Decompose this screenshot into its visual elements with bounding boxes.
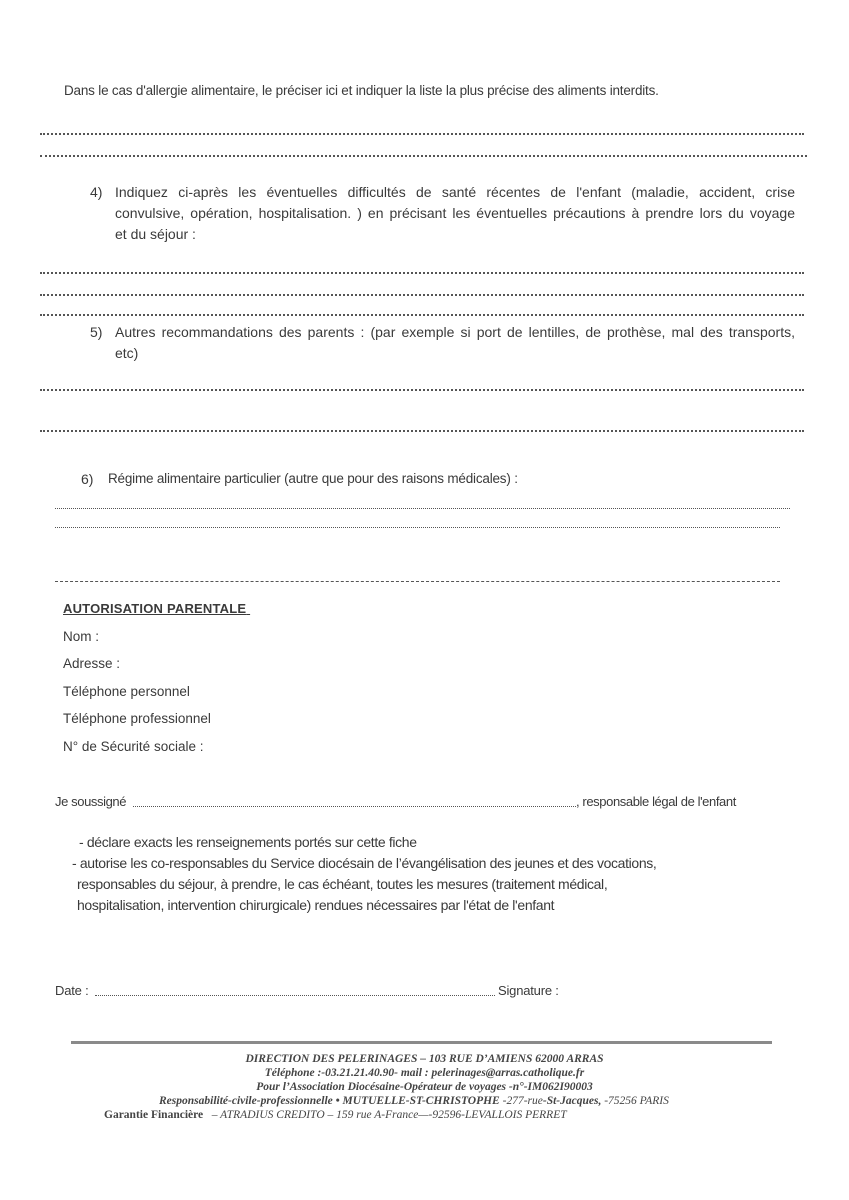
declaration-2-line-1: - autorise les co-responsables du Service diocésain de l’évangélisation des jeunes et des vocations,: [72, 855, 657, 871]
section-5-line-2: etc): [115, 345, 139, 361]
footer-line-4-street: -St-Jacques,: [542, 1095, 602, 1107]
footer-line-4-insurer: Responsabilité-civile-professionnelle • MUTUELLE-ST-CHRISTOPHE: [159, 1095, 500, 1107]
allergy-blank-line-2[interactable]: [40, 155, 807, 157]
section-4-text: [115, 182, 795, 245]
field-telephone-personnel: Téléphone personnel: [63, 684, 190, 699]
authorization-heading: [63, 601, 250, 616]
section-4-blank-line-2[interactable]: [40, 294, 804, 296]
allergy-blank-line-1[interactable]: [40, 133, 804, 135]
declaration-2-line-2: responsables du séjour, à prendre, le cas échéant, toutes les mesures (traitement médical,: [77, 876, 608, 892]
field-nom: Nom :: [63, 629, 100, 644]
declaration-1: - déclare exacts les renseignements portés sur cette fiche: [79, 834, 417, 850]
section-6-blank-line-1[interactable]: [55, 508, 790, 509]
footer-line-4: [159, 1095, 669, 1107]
section-4-blank-line-1[interactable]: [40, 272, 804, 274]
section-4-line-1: Indiquez ci-après les éventuelles difficultés de santé récentes de l'enfant (maladie, accident, crise: [115, 184, 795, 200]
footer-line-3: Pour l’Association Diocésaine-Opérateur de voyages -n°-IM062I90003: [256, 1081, 593, 1093]
undersigned-prefix: Je soussigné: [55, 794, 127, 809]
section-5-blank-line-1[interactable]: [40, 389, 804, 391]
signature-label: Signature :: [498, 983, 559, 998]
footer-line-5-label: Garantie Financière: [104, 1109, 204, 1121]
field-adresse: Adresse :: [63, 656, 121, 671]
footer-line-5: [104, 1109, 567, 1121]
field-securite-sociale: N° de Sécurité sociale :: [63, 739, 204, 754]
undersigned-name-blank[interactable]: [133, 806, 576, 807]
date-label: Date :: [55, 983, 89, 998]
section-4-line-2: convulsive, opération, hospitalisation. ) en précisant les éventuelles précautions à prendre lors du voyage: [115, 205, 795, 221]
section-5-text: [115, 322, 795, 364]
allergy-instruction: Dans le cas d'allergie alimentaire, le préciser ici et indiquer la liste la plus précise des aliments interdits.: [64, 83, 659, 98]
undersigned-suffix: , responsable légal de l'enfant: [576, 794, 736, 809]
field-telephone-professionnel: Téléphone professionnel: [63, 711, 211, 726]
footer-line-4-street-number: -277-rue: [502, 1095, 543, 1107]
section-4-number: 4): [90, 184, 103, 200]
section-5-line-1: Autres recommandations des parents : (par exemple si port de lentilles, de prothèse, mal des transports,: [115, 324, 795, 340]
footer-line-4-city: -75256 PARIS: [604, 1095, 669, 1107]
footer-line-2: Téléphone :-03.21.21.40.90- mail : pelerinages@arras.catholique.fr: [264, 1067, 585, 1079]
section-4-line-3: et du séjour :: [115, 226, 196, 242]
footer-line-5-detail: – ATRADIUS CREDITO – 159 rue A-France—-92596-LEVALLOIS PERRET: [211, 1109, 567, 1121]
declaration-2-line-3: hospitalisation, intervention chirurgicale) rendues nécessaires par l'état de l'enfant: [77, 897, 555, 913]
section-4-blank-line-3[interactable]: [40, 314, 804, 316]
footer-line-1: DIRECTION DES PELERINAGES – 103 RUE D’AMIENS 62000 ARRAS: [245, 1053, 604, 1065]
date-blank[interactable]: [95, 995, 495, 996]
section-6-blank-line-2[interactable]: [55, 527, 780, 528]
section-5-blank-line-2[interactable]: [40, 430, 804, 432]
footer-divider: [71, 1041, 772, 1044]
section-5-number: 5): [90, 324, 103, 340]
authorization-heading-text: AUTORISATION PARENTALE: [63, 601, 247, 616]
section-6-text: Régime alimentaire particulier (autre que pour des raisons médicales) :: [108, 471, 518, 486]
section-6-number: 6): [81, 471, 94, 487]
cut-separator: [55, 581, 780, 582]
